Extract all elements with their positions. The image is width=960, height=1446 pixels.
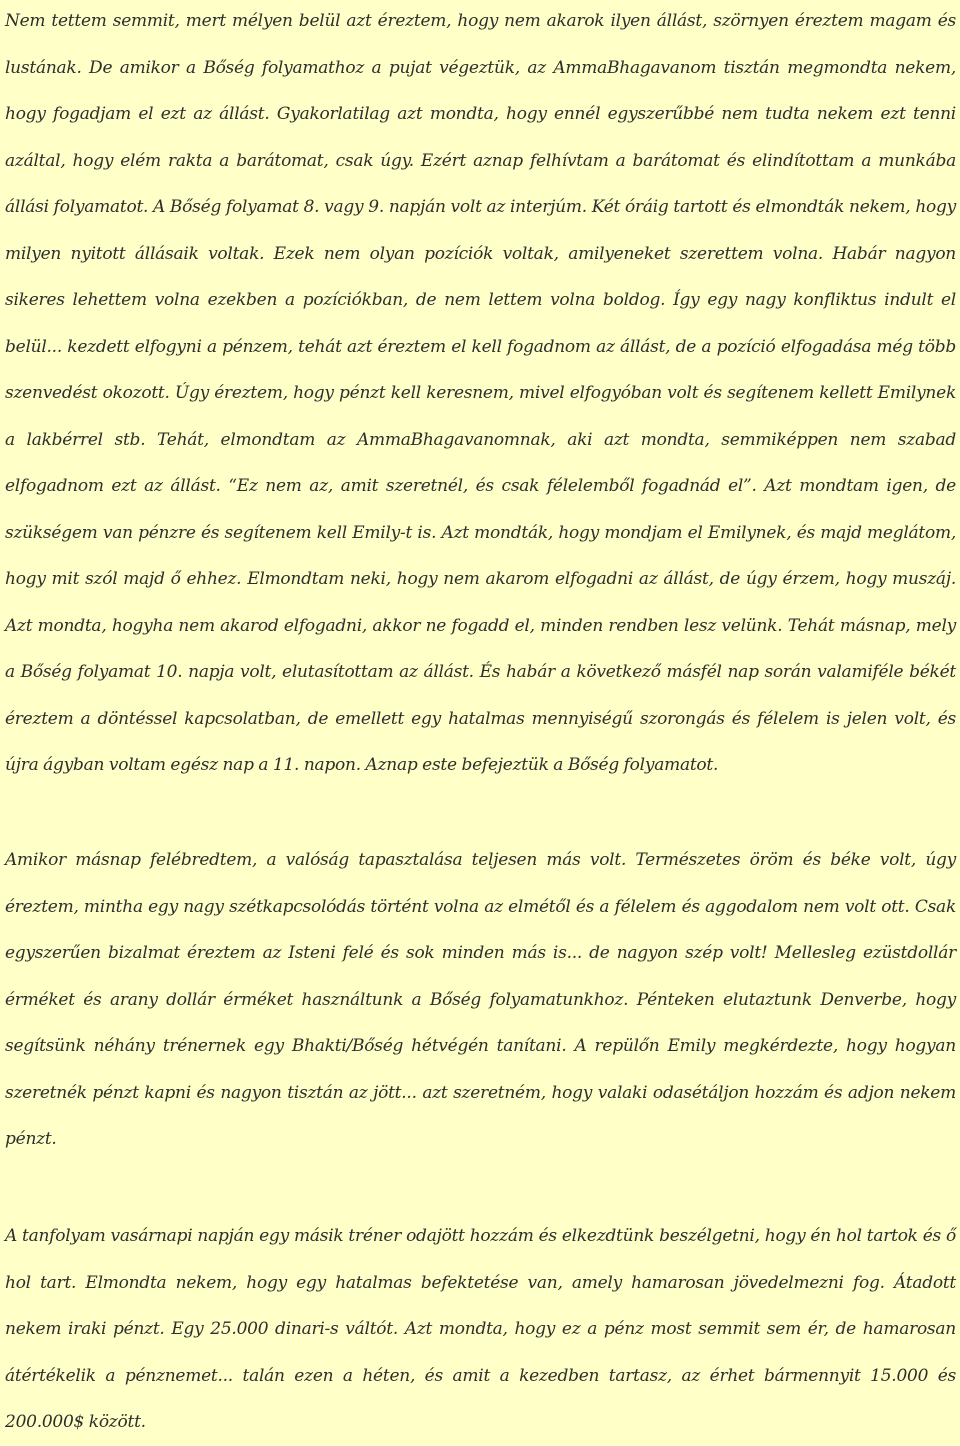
- paragraph-next-morning: Amikor másnap felébredtem, a valóság tapasztalása teljesen más volt. Természetes öröm és béke volt, úgy éreztem, mintha egy nagy szétkapcsolódás történt volna az elmétől és a félelem és aggodalom nem volt ott. Csak egyszerűen bizalmat éreztem az Isteni felé és sok minden más is... de nagyon szép volt! Mellesleg ezüstdollár érméket és arany dollár érméket használtunk a Bőség folyamatunkhoz. Pénteken elutaztunk Denverbe, hogy segítsünk néhány trénernek egy Bhakti/Bőség hétvégén tanítani. A repülőn Emily megkérdezte, hogy hogyan szeretnék pénzt kapni és nagyon tisztán az jött... azt szeretném, hogy valaki odasétáljon hozzám és adjon nekem pénzt.: [5, 850, 956, 1149]
- paragraph-iraqi-money: A tanfolyam vasárnapi napján egy másik tréner odajött hozzám és elkezdtünk beszélgetni, hogy én hol tartok és ő hol tart. Elmondta nekem, hogy egy hatalmas befektetése van, amely hamarosan jövedelmezni fog. Átadott nekem iraki pénzt. Egy 25.000 dinari-s váltót. Azt mondta, hogy ez a pénz most semmit sem ér, de hamarosan átértékelik a pénznemet... talán ezen a héten, és amit a kezedben tartasz, az érhet bármennyit 15.000 és 200.000$ között.: [5, 1226, 956, 1432]
- paragraph-job-decision: Nem tettem semmit, mert mélyen belül azt éreztem, hogy nem akarok ilyen állást, szörnyen éreztem magam és lustának. De amikor a Bőség folyamathoz a pujat végeztük, az AmmaBhagavanom tisztán megmondta nekem, hogy fogadjam el ezt az állást. Gyakorlatilag azt mondta, hogy ennél egyszerűbbé nem tudta nekem ezt tenni azáltal, hogy elém rakta a barátomat, csak úgy. Ezért aznap felhívtam a barátomat és elindítottam a munkába állási folyamatot. A Bőség folyamat 8. vagy 9. napján volt az interjúm. Két óráig tartott és elmondták nekem, hogy milyen nyitott állásaik voltak. Ezek nem olyan pozíciók voltak, amilyeneket szerettem volna. Habár nagyon sikeres lehettem volna ezekben a pozíciókban, de nem lettem volna boldog. Így egy nagy konfliktus indult el belül... kezdett elfogyni a pénzem, tehát azt éreztem el kell fogadnom az állást, de a pozíció elfogadása még több szenvedést okozott. Úgy éreztem, hogy pénzt kell keresnem, mivel elfogyóban volt és segítenem kellett Emilynek a lakbérrel stb. Tehát, elmondtam az AmmaBhagavanomnak, aki azt mondta, semmiképpen nem szabad elfogadnom ezt az állást. “Ez nem az, amit szeretnél, és csak félelemből fogadnád el”. Azt mondtam igen, de szükségem van pénzre és segítenem kell Emily-t is. Azt mondták, hogy mondjam el Emilynek, és majd meglátom, hogy mit szól majd ő ehhez. Elmondtam neki, hogy nem akarom elfogadni az állást, de úgy érzem, hogy muszáj. Azt mondta, hogyha nem akarod elfogadni, akkor ne fogadd el, minden rendben lesz velünk. Tehát másnap, mely a Bőség folyamat 10. napja volt, elutasítottam az állást. És habár a következő másfél nap során valamiféle békét éreztem a döntéssel kapcsolatban, de emellett egy hatalmas mennyiségű szorongás és félelem is jelen volt, és újra ágyban voltam egész nap a 11. napon. Aznap este befejeztük a Bőség folyamatot.: [5, 11, 956, 775]
